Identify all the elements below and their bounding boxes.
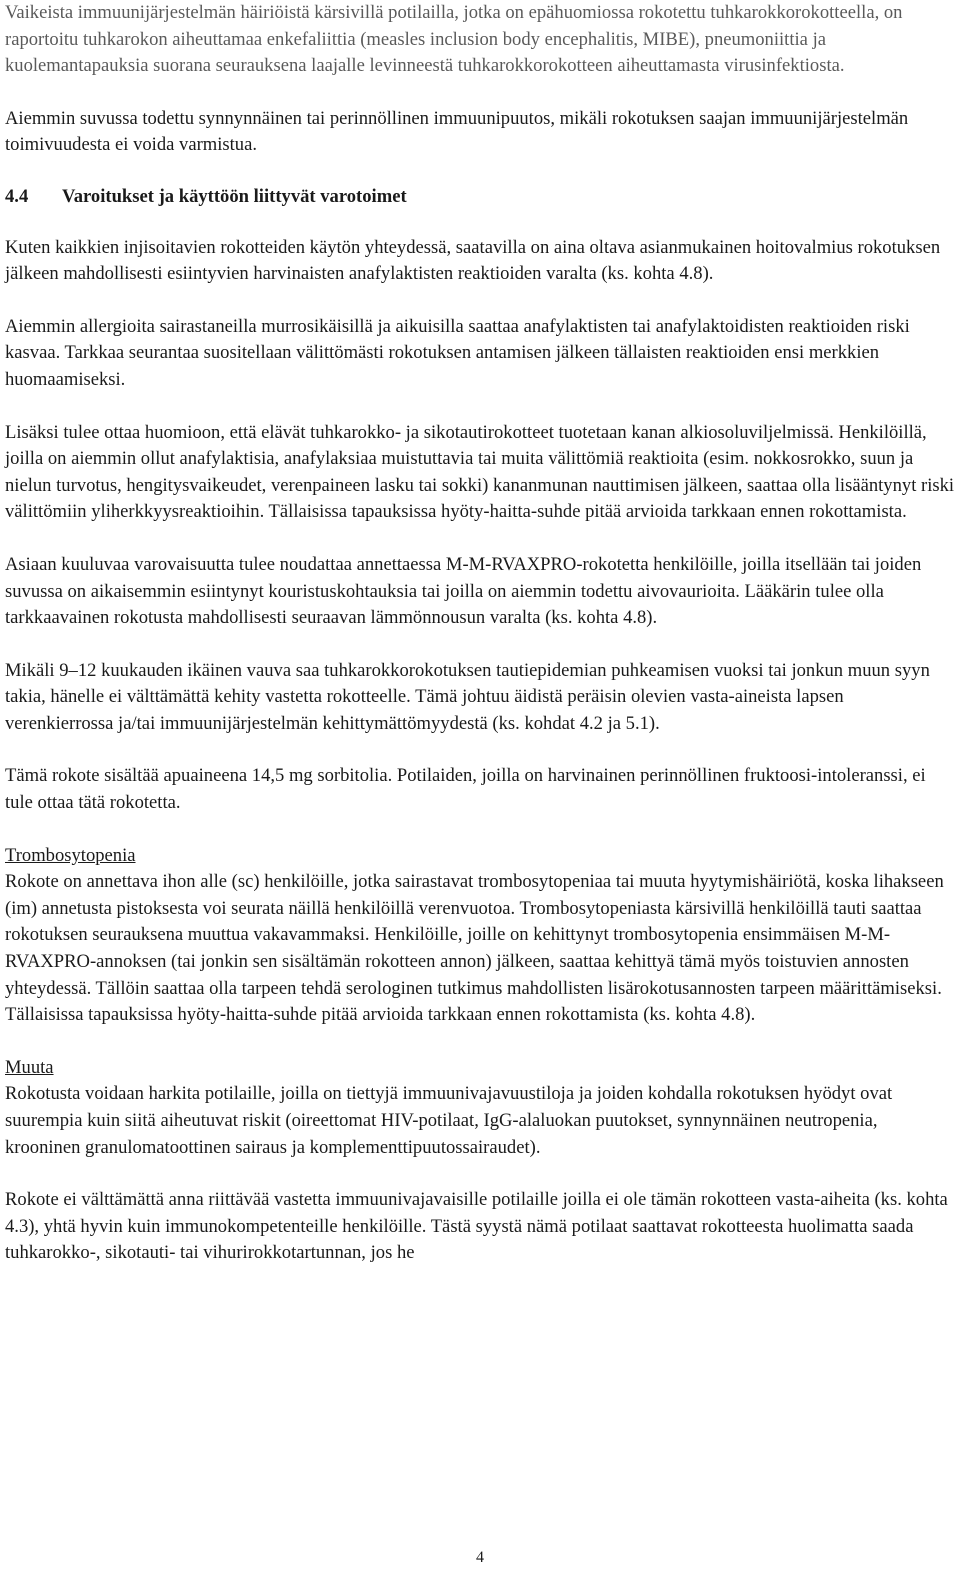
body-paragraph-6: Tämä rokote sisältää apuaineena 14,5 mg sorbitolia. Potilaiden, joilla on harvinainen perinnöllinen fruktoosi-intoleranssi, ei tule ottaa tätä rokotetta. xyxy=(5,765,926,814)
thrombocytopenia-section xyxy=(5,843,955,1029)
body-paragraph-1: Kuten kaikkien injisoitavien rokotteiden käytön yhteydessä, saatavilla on aina oltava asianmukainen hoitovalmius rokotuksen jälkeen mahdollisesti esiintyvien harvinaisten anafylaktisten reaktioiden varalta (ks. kohta 4.8). xyxy=(5,236,941,285)
page-number: 4 xyxy=(476,1549,484,1566)
section-title: Varoitukset ja käyttöön liittyvät varotoimet xyxy=(62,185,407,207)
body-paragraph-3: Lisäksi tulee ottaa huomioon, että elävät tuhkarokko- ja sikotautirokotteet tuotetaan kanan alkiosoluviljelmissä. Henkilöillä, joilla on aiemmin ollut anafylaktisia, anafylaksiaa muistuttavia tai muita välittömiä reaktioita (esim. nokkosrokko, suun ja nielun turvotus, hengitysvaikeudet, verenpaineen lasku tai sokki) kananmunan nauttimisen jälkeen, saattaa olla lisääntynyt riski välittömiin yliherkkyysreaktioihin. Tällaisissa tapauksissa hyöty-haitta-suhde pitää arvioida tarkkaan ennen rokottamista. xyxy=(5,421,955,523)
other-heading: Muuta xyxy=(5,1056,54,1078)
other-text: Rokotusta voidaan harkita potilaille, joilla on tiettyjä immuunivajavuustiloja ja joiden kohdalla rokotuksen hyödyt ovat suurempia kuin siitä aiheutuvat riskit (oireettomat HIV-potilaat, IgG-alaluokan puutokset, synnynnäinen neutropenia, krooninen granulomatoottinen sairaus ja komplementtipuutossairaudet). xyxy=(5,1083,893,1158)
thrombocytopenia-text: Rokote on annettava ihon alle (sc) henkilöille, jotka sairastavat trombosytopeniaa tai muuta hyytymishäiriötä, koska lihakseen (im) annetusta pistoksesta voi seurata näillä henkilöillä verenvuotoa. Trombosytopeniasta kärsivillä henkilöillä tauti saattaa rokotuksen seurauksena muuttua vakavammaksi. Henkilöille, joille on kehittynyt trombosytopenia ensimmäisen M-M-RVAXPRO-annoksen (tai jonkin sen sisältämän rokotteen annon) jälkeen, saattaa kehittyä tämä myös toistuvien annosten yhteydessä. Tällöin saattaa olla tarpeen tehdä serologinen tutkimus mahdollisten lisärokotusannosten tarpeen määrittämiseksi. Tällaisissa tapauksissa hyöty-haitta-suhde pitää arvioida tarkkaan ennen rokottamista (ks. kohta 4.8). xyxy=(5,871,944,1026)
body-paragraph-2: Aiemmin allergioita sairastaneilla murrosikäisillä ja aikuisilla saattaa anafylaktisten tai anafylaktoidisten reaktioiden riski kasvaa. Tarkkaa seurantaa suositellaan välittömästi rokotuksen antamisen jälkeen tällaisten reaktioiden ensi merkkien huomaamiseksi. xyxy=(5,315,910,390)
immunodeficiency-paragraph: Aiemmin suvussa todettu synnynnäinen tai perinnöllinen immuunipuutos, mikäli rokotuksen saajan immuunijärjestelmän toimivuudesta ei voida varmistua. xyxy=(5,107,909,156)
body-paragraph-4: Asiaan kuuluvaa varovaisuutta tulee noudattaa annettaessa M-M-RVAXPRO-rokotetta henkilöille, joilla itsellään tai joiden suvussa on aikaisemmin esiintynyt kouristuskohtauksia tai joilla on aiemmin todettu aivovaurioita. Lääkärin tulee olla tarkkaavainen rokotusta mahdollisesti seuraavan lämmönnousun varalta (ks. kohta 4.8). xyxy=(5,553,922,629)
section-number: 4.4 xyxy=(5,185,29,207)
thrombocytopenia-heading: Trombosytopenia xyxy=(5,844,136,866)
section-heading xyxy=(5,184,955,211)
body-paragraph-5: Mikäli 9–12 kuukauden ikäinen vauva saa tuhkarokkorokotuksen tautiepidemian puhkeamisen vuoksi tai jonkun muun syyn takia, hänelle ei välttämättä kehity vastetta rokotteelle. Tämä johtuu äidistä peräisin olevien vasta-aineista lapsen verenkierrossa ja/tai immuunijärjestelmän kehittymättömyydestä (ks. kohdat 4.2 ja 5.1). xyxy=(5,659,930,734)
other-section xyxy=(5,1055,955,1161)
intro-paragraph: Vaikeista immuunijärjestelmän häiriöistä kärsivillä potilailla, jotka on epähuomiossa rokotettu tuhkarokkorokotteella, on raportoitu tuhkarokon aiheuttamaa enkefaliittia (measles inclusion body encephalitis, MIBE), pneumoniittia ja kuolemantapauksia suorana seurauksena laajalle levinneestä tuhkarokkorokotteen aiheuttamasta virusinfektiosta. xyxy=(5,2,903,77)
document-page xyxy=(5,0,955,1267)
last-paragraph: Rokote ei välttämättä anna riittävää vastetta immuunivajavaisille potilaille joilla ei ole tämän rokotteen vasta-aiheita (ks. kohta 4.3), yhtä hyvin kuin immunokompetenteille henkilöille. Tästä syystä nämä potilaat saattavat rokotteesta huolimatta saada tuhkarokko-, sikotauti- tai vihurirokkotartunnan, jos he xyxy=(5,1189,948,1264)
